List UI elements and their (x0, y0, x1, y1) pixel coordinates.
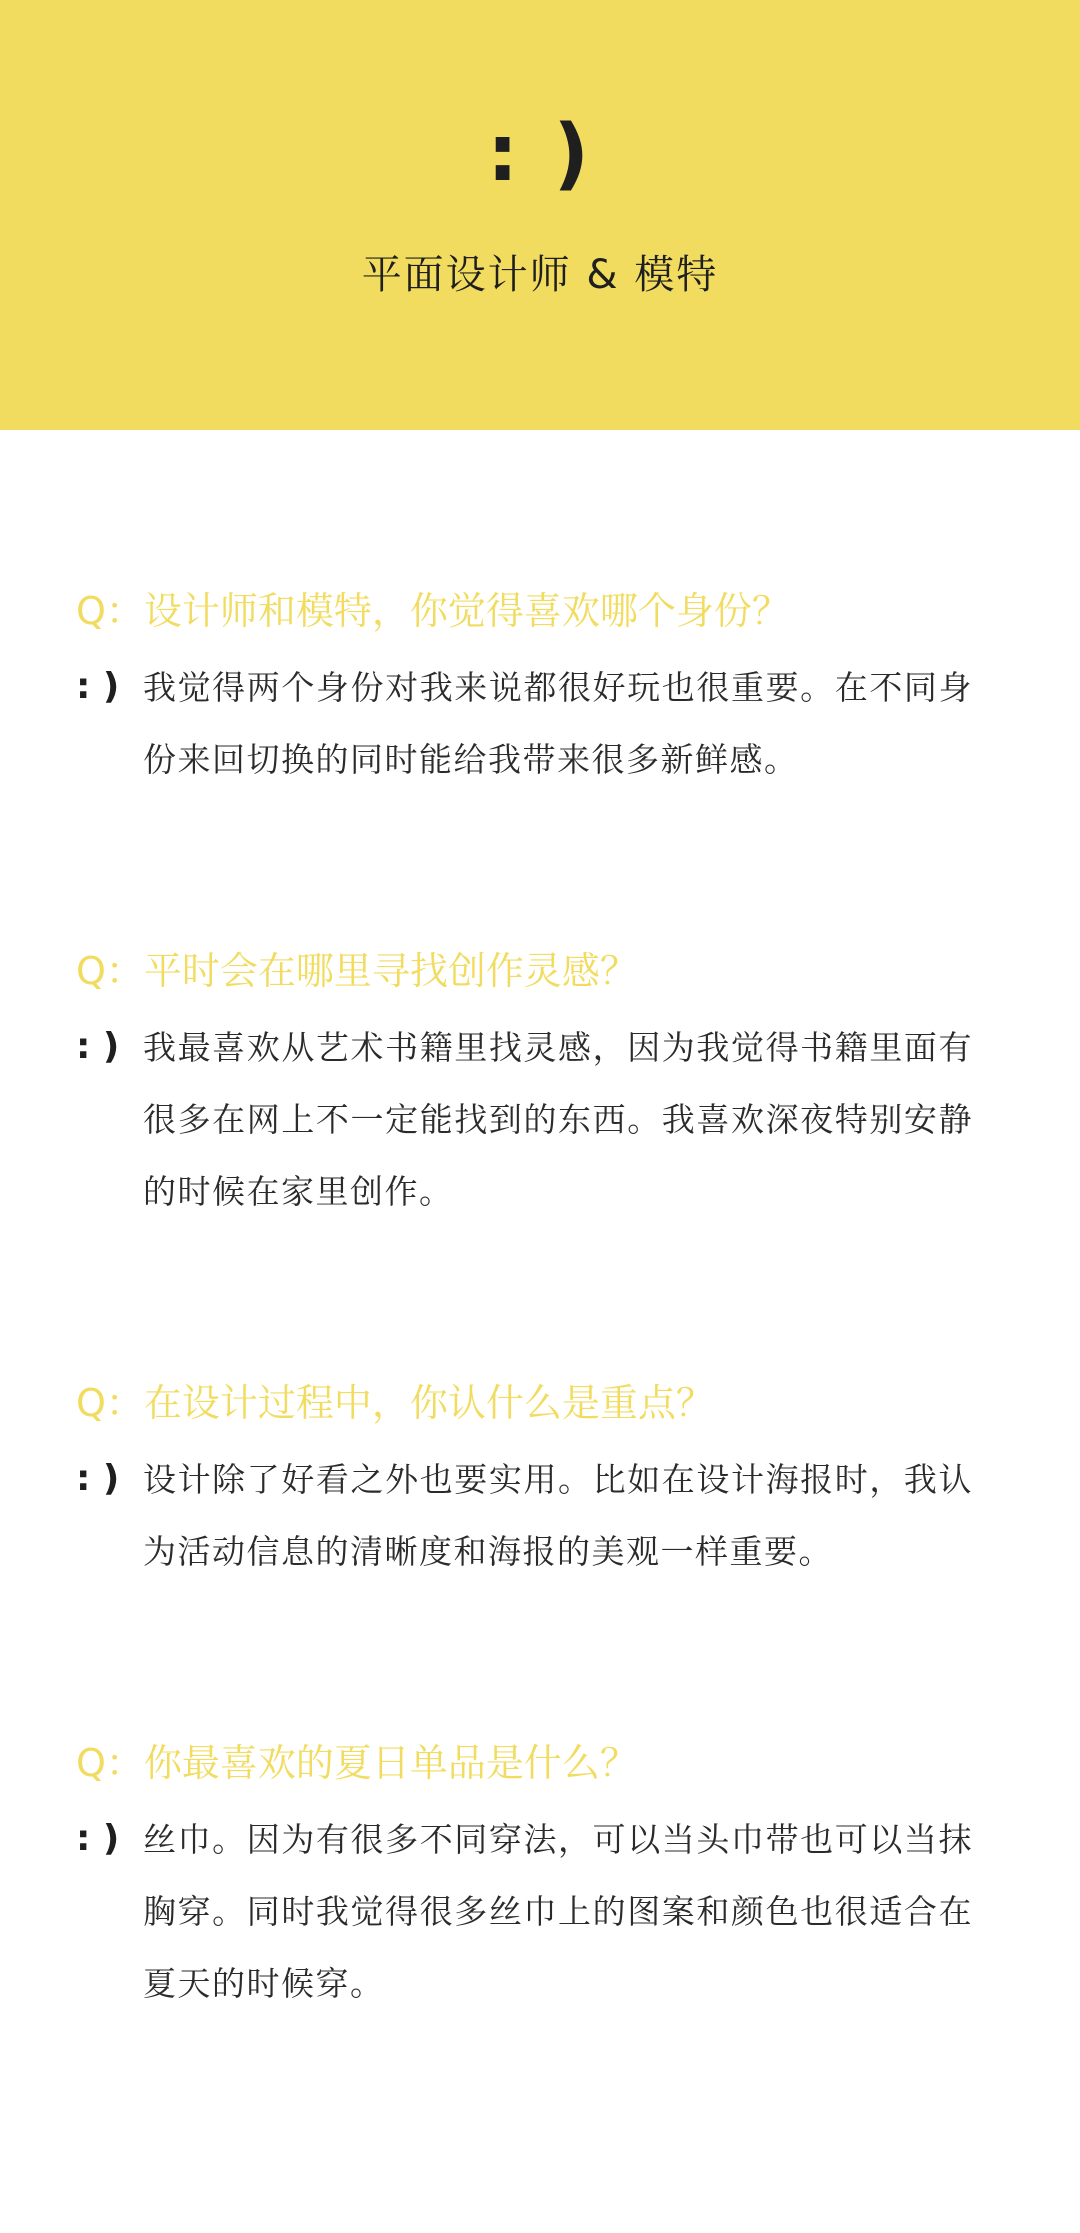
answer-text: 我觉得两个身份对我来说都很好玩也很重要。在不同身份来回切换的同时能给我带来很多新鲜感。 (143, 668, 973, 779)
smiley-title: : ) (487, 109, 593, 199)
answer-smiley: : ) (76, 666, 120, 707)
answer-smiley: : ) (76, 1026, 120, 1067)
question-text: Q：设计师和模特，你觉得喜欢哪个身份？ (76, 589, 790, 633)
answer-smiley: : ) (76, 1818, 120, 1859)
question-text: Q：在设计过程中，你认什么是重点？ (76, 1381, 714, 1425)
answer-text: 设计除了好看之外也要实用。比如在设计海报时，我认为活动信息的清晰度和海报的美观一样重要。 (143, 1460, 973, 1571)
question-text: Q：平时会在哪里寻找创作灵感？ (76, 949, 638, 993)
question-text: Q：你最喜欢的夏日单品是什么？ (76, 1741, 638, 1785)
answer-text: 丝巾。因为有很多不同穿法，可以当头巾带也可以当抹胸穿。同时我觉得很多丝巾上的图案和颜色也很适合在夏天的时候穿。 (143, 1820, 973, 2003)
header-banner (0, 0, 1080, 430)
answer-smiley: : ) (76, 1458, 120, 1499)
page-subtitle: 平面设计师 & 模特 (361, 252, 719, 298)
answer-text: 我最喜欢从艺术书籍里找灵感，因为我觉得书籍里面有很多在网上不一定能找到的东西。我喜欢深夜特别安静的时候在家里创作。 (143, 1028, 973, 1211)
